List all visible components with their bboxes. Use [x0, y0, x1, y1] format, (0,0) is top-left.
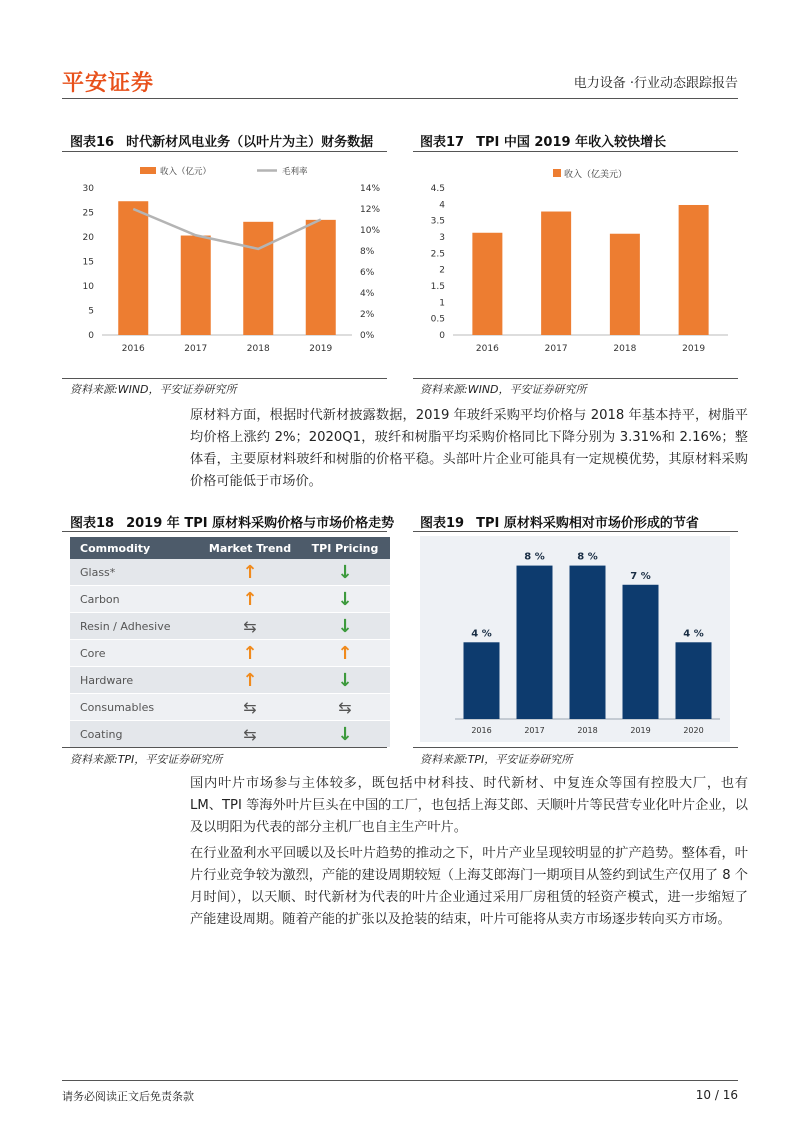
- fig17-source: 资料来源:WIND，平安证券研究所: [420, 383, 587, 396]
- arrow-up-icon: ↑: [242, 669, 258, 691]
- y2-tick-label: 8%: [360, 247, 375, 257]
- fig17-top-rule: [413, 151, 738, 152]
- x-tick-label: 2019: [309, 344, 333, 354]
- bar-revenue-2017: [541, 212, 571, 335]
- bar-revenue-2016: [472, 233, 502, 335]
- arrow-up-icon: ↑: [242, 561, 258, 583]
- header-divider: [62, 98, 738, 99]
- y-tick-label: 15: [82, 257, 94, 268]
- y-tick-label: 25: [82, 208, 94, 219]
- line-gross-margin: [133, 209, 321, 249]
- data-label: 8 %: [577, 551, 598, 563]
- arrow-down-icon: ↓: [337, 615, 353, 637]
- footer-divider: [62, 1080, 738, 1081]
- report-type: 电力设备 ·行业动态跟踪报告: [573, 76, 738, 91]
- y-tick-label: 5: [88, 306, 94, 317]
- commodity-name: Consumables: [80, 700, 155, 714]
- x-tick-label: 2017: [524, 726, 545, 735]
- commodity-name: Core: [80, 646, 106, 660]
- market-trend-cell: [200, 562, 300, 583]
- y-tick-label: 2.5: [430, 249, 445, 260]
- y2-tick-label: 0%: [360, 331, 375, 341]
- fig18-bottom-rule: [62, 747, 387, 748]
- y2-tick-label: 12%: [360, 205, 381, 215]
- tpi-pricing-cell: [300, 698, 390, 717]
- paragraph-industry-trend: 在行业盈利水平回暖以及长叶片趋势的推动之下，叶片产业呈现较明显的扩产趋势。整体看，叶片行业竞争较为激烈，产能的建设周期较短（上海艾郎海门一期项目从签约到试生产仅用了 8 个月时间），以天顺、时代新材为代表的叶片企业通过采用厂房租赁的轻资产模式，进一步缩短了产能建设周期。随着产能的扩张以及抢装的结束，叶片可能将从卖方市场逐步转向买方市场。: [190, 846, 748, 927]
- commodity-name: Glass*: [80, 565, 116, 579]
- bar-savings-2016: [464, 642, 500, 719]
- x-tick-label: 2018: [613, 344, 637, 354]
- legend-label-revenue: 收入（亿美元）: [564, 170, 628, 180]
- bar-revenue-2019: [306, 220, 336, 335]
- fig16-source: 资料来源:WIND，平安证券研究所: [70, 383, 237, 396]
- legend-swatch-revenue: [140, 167, 156, 174]
- data-label: 4 %: [683, 628, 704, 640]
- commodity-name: Resin / Adhesive: [80, 619, 171, 633]
- header-commodity: Commodity: [80, 541, 151, 555]
- bar-savings-2019: [623, 585, 659, 719]
- commodity-name: Carbon: [80, 592, 120, 606]
- y-tick-label: 4.5: [430, 184, 445, 194]
- tpi-pricing-cell: [300, 643, 390, 664]
- y-tick-label: 3: [439, 233, 445, 243]
- y2-tick-label: 6%: [360, 268, 375, 278]
- y2-tick-label: 14%: [360, 184, 381, 194]
- table-row: [70, 613, 390, 640]
- tpi-pricing-cell: [300, 562, 390, 583]
- fig16-bottom-rule: [62, 378, 387, 379]
- x-tick-label: 2018: [577, 726, 598, 735]
- legend-label-revenue: 收入（亿元）: [160, 167, 212, 177]
- x-tick-label: 2016: [121, 344, 145, 354]
- y-tick-label: 4: [439, 200, 445, 211]
- brand-logo: 平安证券: [62, 71, 155, 96]
- arrows-left-right-icon: ⇆: [338, 697, 352, 717]
- market-trend-cell: [200, 617, 300, 636]
- paragraph-market-players: 国内叶片市场参与主体较多，既包括中材科技、时代新材、中复连众等国有控股大厂，也有 LM、TPI 等海外叶片巨头在中国的工厂，也包括上海艾郎、天顺叶片等民营专业化叶片企业，以及以明阳为代表的部分主机厂也自主生产叶片。: [190, 776, 748, 835]
- fig19-title: 图表19 TPI 原材料采购相对市场价形成的节省: [420, 516, 699, 531]
- arrow-down-icon: ↓: [337, 669, 353, 691]
- bar-savings-2018: [570, 566, 606, 719]
- arrow-down-icon: ↓: [337, 723, 353, 745]
- y-tick-label: 10: [82, 282, 94, 292]
- table-row: [70, 667, 390, 694]
- fig17-title: 图表17 TPI 中国 2019 年收入较快增长: [420, 135, 667, 150]
- y-tick-label: 1.5: [430, 282, 445, 292]
- legend-label-margin: 毛利率: [282, 167, 308, 177]
- bar-revenue-2016: [118, 201, 148, 335]
- tpi-pricing-cell: [300, 670, 390, 691]
- table-row: [70, 640, 390, 667]
- arrow-up-icon: ↑: [242, 588, 258, 610]
- fig16-top-rule: [62, 151, 387, 152]
- x-tick-label: 2016: [475, 344, 499, 354]
- market-trend-cell: [200, 589, 300, 610]
- legend-swatch-revenue: [553, 169, 561, 177]
- tpi-pricing-cell: [300, 589, 390, 610]
- data-label: 4 %: [471, 628, 492, 640]
- commodity-name: Hardware: [80, 673, 134, 687]
- commodity-table: [70, 537, 390, 748]
- fig19-bottom-rule: [413, 747, 738, 748]
- data-label: 7 %: [630, 570, 651, 582]
- market-trend-cell: [200, 670, 300, 691]
- page-number: 10 / 16: [695, 1088, 738, 1102]
- fig18-source: 资料来源:TPI，平安证券研究所: [70, 753, 223, 766]
- market-trend-cell: [200, 725, 300, 744]
- y-tick-label: 0: [439, 331, 445, 341]
- y2-tick-label: 10%: [360, 226, 381, 236]
- arrow-up-icon: ↑: [242, 642, 258, 664]
- x-tick-label: 2020: [683, 726, 704, 735]
- bar-savings-2020: [676, 642, 712, 719]
- fig16-chart: [62, 158, 392, 370]
- market-trend-cell: [200, 698, 300, 717]
- fig18-top-rule: [62, 531, 387, 532]
- bar-revenue-2017: [181, 236, 211, 335]
- fig16-title: 图表16 时代新材风电业务（以叶片为主）财务数据: [70, 135, 374, 150]
- y-tick-label: 0: [88, 331, 94, 341]
- arrow-down-icon: ↓: [337, 588, 353, 610]
- arrows-left-right-icon: ⇆: [243, 697, 257, 717]
- y-tick-label: 30: [82, 184, 94, 194]
- bar-savings-2017: [517, 566, 553, 719]
- fig18-title: 图表18 2019 年 TPI 原材料采购价格与市场价格走势: [70, 516, 395, 531]
- arrow-down-icon: ↓: [337, 561, 353, 583]
- y-tick-label: 20: [82, 233, 94, 243]
- tpi-pricing-cell: [300, 724, 390, 745]
- table-header: [70, 537, 390, 559]
- arrow-up-icon: ↑: [337, 642, 353, 664]
- table-row: [70, 694, 390, 721]
- bar-revenue-2019: [679, 205, 709, 335]
- bar-revenue-2018: [243, 222, 273, 335]
- x-tick-label: 2019: [630, 726, 651, 735]
- arrows-left-right-icon: ⇆: [243, 724, 257, 744]
- bar-revenue-2018: [610, 234, 640, 335]
- y2-tick-label: 4%: [360, 289, 375, 299]
- tpi-pricing-cell: [300, 616, 390, 637]
- fig17-chart: [413, 158, 743, 370]
- header-market-trend: Market Trend: [208, 541, 292, 555]
- y-tick-label: 2: [439, 265, 445, 276]
- y-tick-label: 3.5: [430, 216, 445, 227]
- arrows-left-right-icon: ⇆: [243, 616, 257, 636]
- fig19-chart: [420, 536, 730, 742]
- table-body: [70, 559, 390, 748]
- market-trend-cell: [200, 643, 300, 664]
- fig19-source: 资料来源:TPI，平安证券研究所: [420, 753, 573, 766]
- y2-tick-label: 2%: [360, 310, 375, 320]
- commodity-name: Coating: [80, 727, 123, 741]
- x-tick-label: 2018: [246, 344, 270, 354]
- table-row: [70, 586, 390, 613]
- fig19-top-rule: [413, 531, 738, 532]
- y-tick-label: 0.5: [430, 314, 445, 325]
- paragraph-raw-materials: 原材料方面，根据时代新材披露数据，2019 年玻纤采购平均价格与 2018 年基本持平，树脂平均价格上涨约 2%；2020Q1，玻纤和树脂平均采购价格同比下降分别为 3.31%和 2.16%；整体看，主要原材料玻纤和树脂的价格平稳。头部叶片企业可能具有一定规模优势，其原材料采购价格可能低于市场价。: [190, 408, 748, 489]
- x-tick-label: 2017: [184, 344, 208, 354]
- y-tick-label: 1: [439, 298, 445, 309]
- disclaimer-link[interactable]: 请务必阅读正文后免责条款: [62, 1090, 194, 1103]
- x-tick-label: 2019: [682, 344, 706, 354]
- table-row: [70, 559, 390, 586]
- x-tick-label: 2017: [544, 344, 568, 354]
- fig17-bottom-rule: [413, 378, 738, 379]
- header-tpi-pricing: TPI Pricing: [311, 541, 379, 555]
- data-label: 8 %: [524, 551, 545, 563]
- x-tick-label: 2016: [471, 726, 492, 735]
- table-row: [70, 721, 390, 748]
